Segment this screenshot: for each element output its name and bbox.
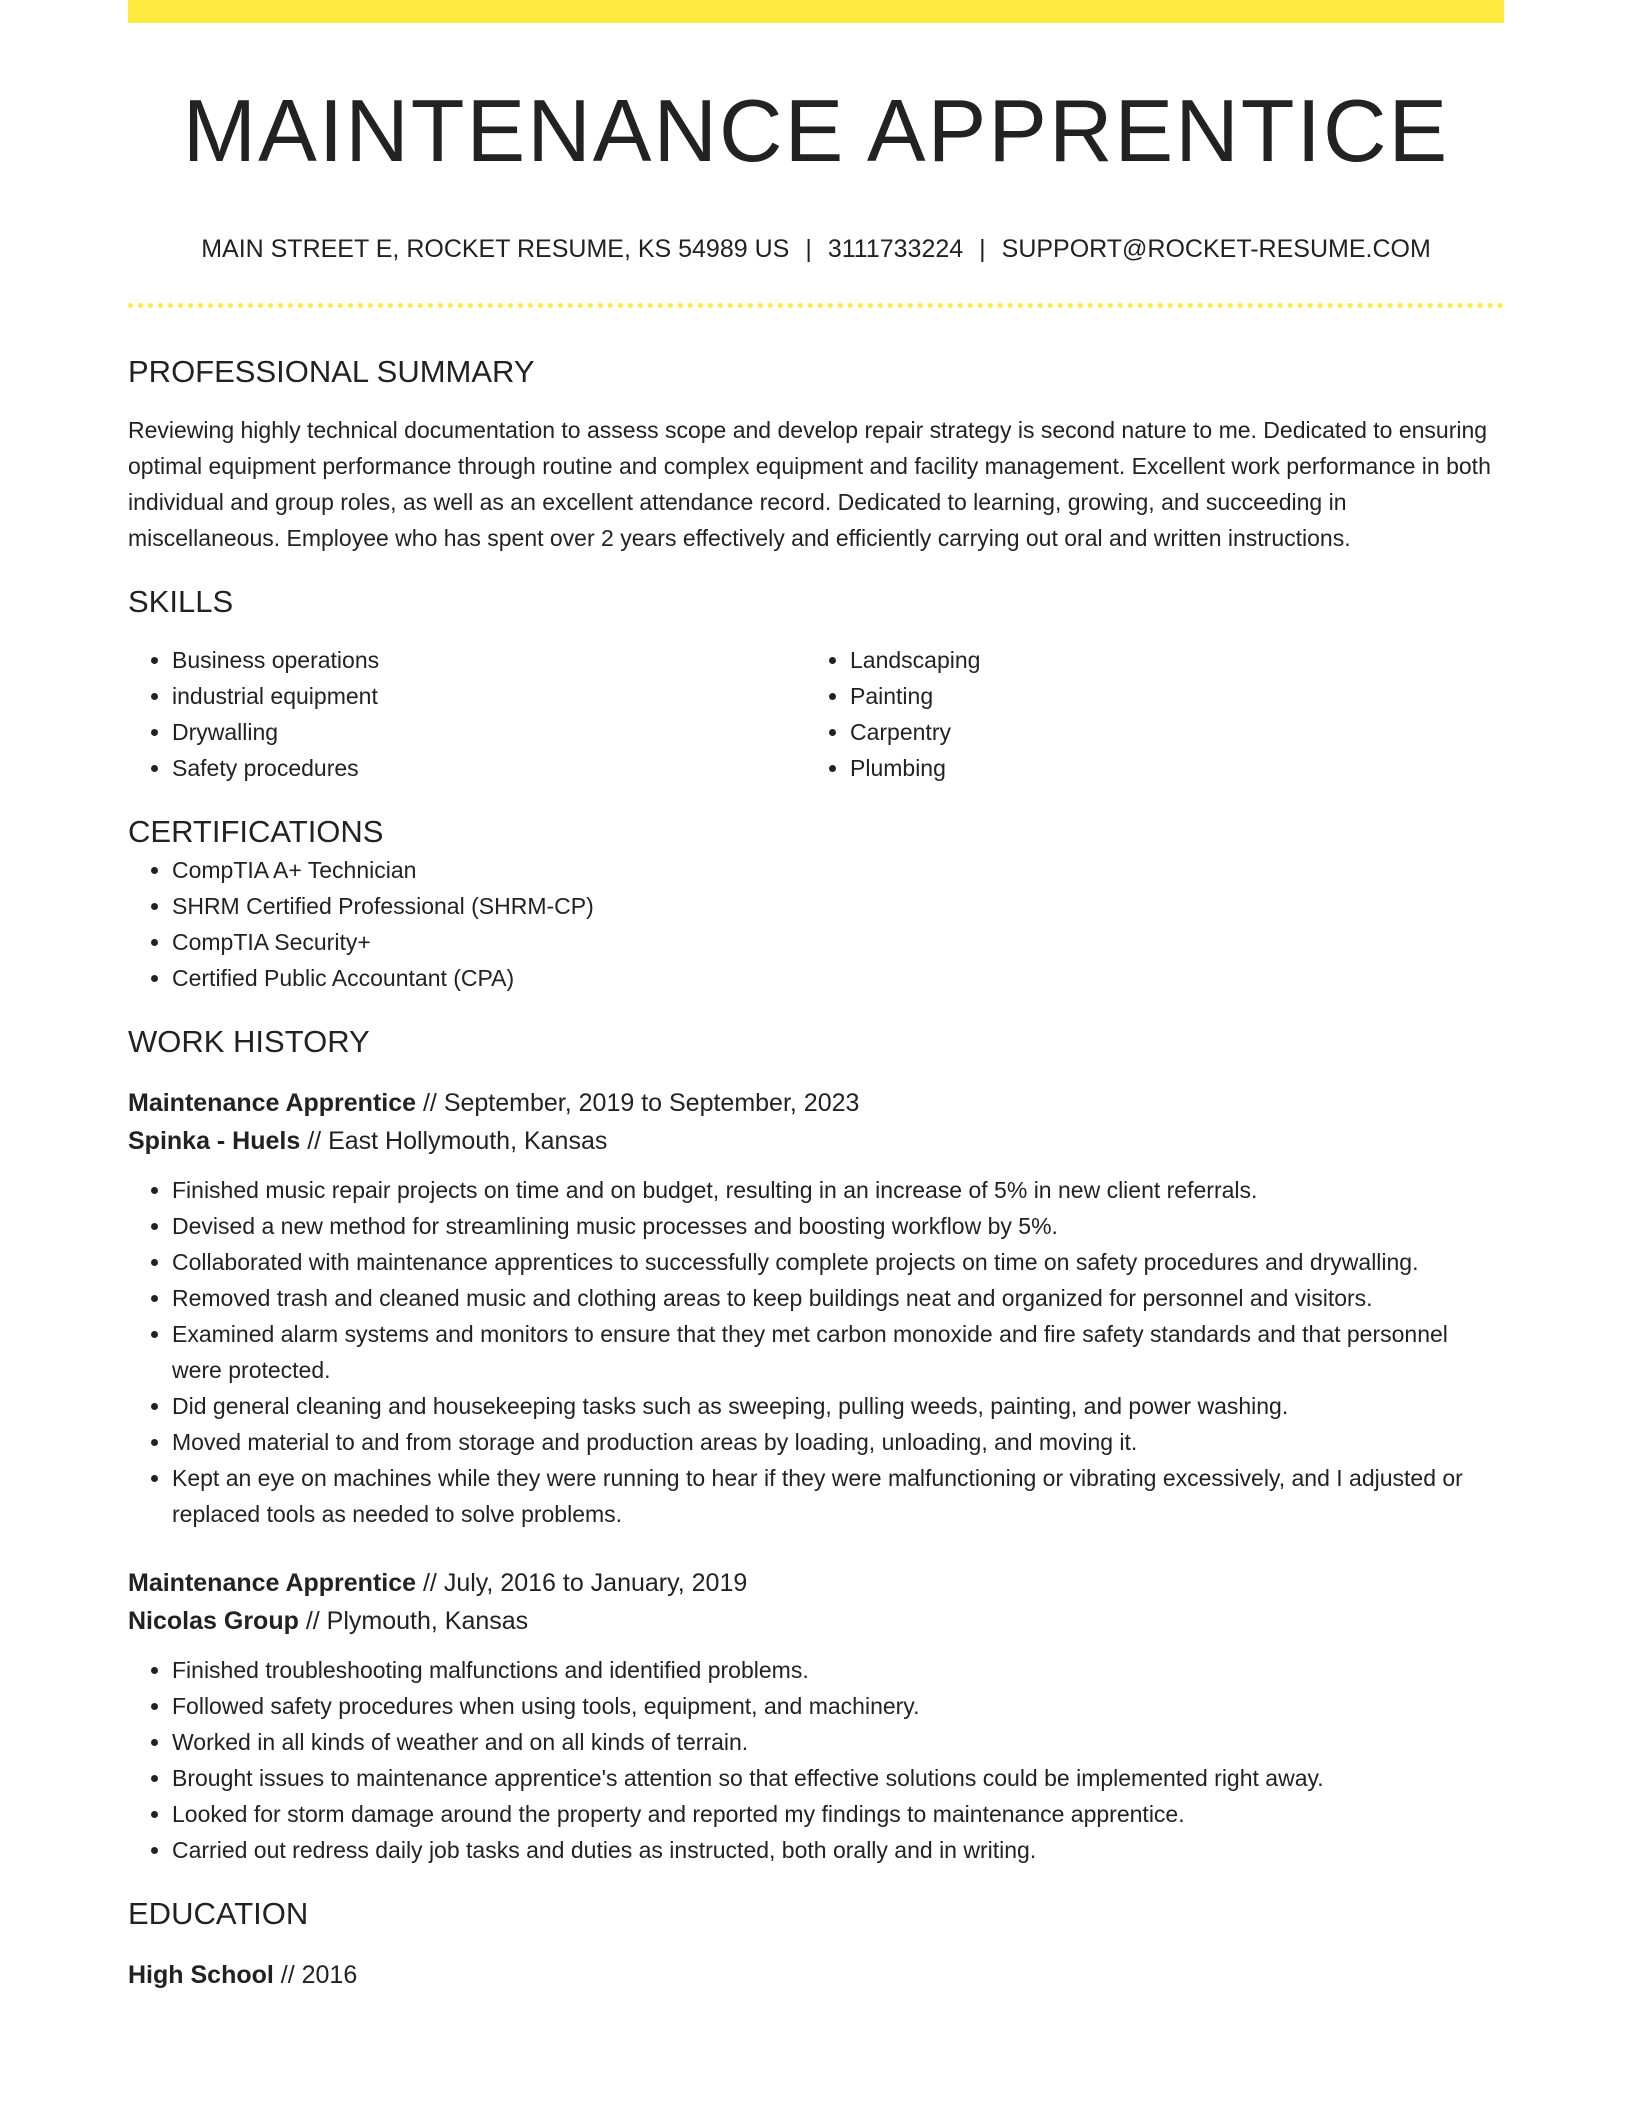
contact-separator: | xyxy=(979,235,986,263)
skills-columns xyxy=(128,642,1504,786)
work-history-heading: WORK HISTORY xyxy=(128,1024,370,1059)
job-bullet: • Did general cleaning and housekeeping tasks such as sweeping, pulling weeds, painting, and power washing. xyxy=(172,1388,1504,1424)
job-bullet: • Followed safety procedures when using tools, equipment, and machinery. xyxy=(172,1688,1504,1724)
job-bullet: • Collaborated with maintenance apprentices to successfully complete projects on time on safety procedures and drywalling. xyxy=(172,1244,1504,1280)
job-bullet: • Brought issues to maintenance apprentice's attention so that effective solutions could be implemented right away. xyxy=(172,1760,1504,1796)
skill-item: • Safety procedures xyxy=(172,750,806,786)
job-bullet: • Carried out redress daily job tasks and duties as instructed, both orally and in writing. xyxy=(172,1832,1504,1868)
summary-section xyxy=(128,352,1504,556)
work-history-section xyxy=(128,1022,1504,1868)
contact-address: MAIN STREET E, ROCKET RESUME, KS 54989 US xyxy=(201,235,790,263)
job-bullet: • Examined alarm systems and monitors to ensure that they met carbon monoxide and fire safety standards and that personnel were protected. xyxy=(172,1316,1504,1388)
skill-item: • Painting xyxy=(850,678,1484,714)
certification-item: • SHRM Certified Professional (SHRM-CP) xyxy=(172,888,1504,924)
job-entry xyxy=(128,1084,1504,1532)
job-title-line xyxy=(128,1084,1504,1122)
skills-heading: SKILLS xyxy=(128,584,234,619)
skills-section xyxy=(128,582,1504,786)
job-title-line xyxy=(128,1564,1504,1602)
job-bullet: • Finished troubleshooting malfunctions and identified problems. xyxy=(172,1652,1504,1688)
skills-right-column xyxy=(806,642,1484,786)
skills-left-column xyxy=(128,642,806,786)
skill-item: • industrial equipment xyxy=(172,678,806,714)
education-section xyxy=(128,1894,1504,1994)
certification-item: • CompTIA A+ Technician xyxy=(172,852,1504,888)
job-bullet: • Finished music repair projects on time and on budget, resulting in an increase of 5% in new client referrals. xyxy=(172,1172,1504,1208)
job-company-line xyxy=(128,1602,1504,1640)
job-company: Spinka - Huels xyxy=(128,1127,301,1155)
skill-item: • Landscaping xyxy=(850,642,1484,678)
contact-separator: | xyxy=(805,235,812,263)
accent-top-bar xyxy=(128,0,1504,23)
education-year: 2016 xyxy=(301,1961,358,1989)
certifications-section xyxy=(128,812,1504,996)
candidate-name: MAINTENANCE APPRENTICE xyxy=(182,81,1450,180)
skill-item: • Business operations xyxy=(172,642,806,678)
job-bullet: • Devised a new method for streamlining music processes and boosting workflow by 5%. xyxy=(172,1208,1504,1244)
dotted-divider xyxy=(128,303,1504,308)
job-bullet: • Worked in all kinds of weather and on all kinds of terrain. xyxy=(172,1724,1504,1760)
skill-item: • Drywalling xyxy=(172,714,806,750)
job-bullet: • Moved material to and from storage and production areas by loading, unloading, and moving it. xyxy=(172,1424,1504,1460)
divider: // xyxy=(416,1569,444,1597)
summary-text: Reviewing highly technical documentation to assess scope and develop repair strategy is second nature to me. Dedicated to ensuring optimal equipment performance through routine and complex equipment and facility management. Excellent work performance in both individual and group roles, as well as an excellent attendance record. Dedicated to learning, growing, and succeeding in miscellaneous. Employee who has spent over 2 years effectively and efficiently carrying out oral and written instructions. xyxy=(128,417,1491,551)
contact-email[interactable]: SUPPORT@ROCKET-RESUME.COM xyxy=(1001,235,1431,263)
certifications-heading: CERTIFICATIONS xyxy=(128,814,384,849)
contact-line xyxy=(128,233,1504,265)
job-company: Nicolas Group xyxy=(128,1607,299,1635)
divider: // xyxy=(300,1127,329,1155)
job-bullet: • Looked for storm damage around the property and reported my findings to maintenance apprentice. xyxy=(172,1796,1504,1832)
certification-item: • Certified Public Accountant (CPA) xyxy=(172,960,1504,996)
job-bullet: • Kept an eye on machines while they were running to hear if they were malfunctioning or vibrating excessively, and I adjusted or replaced tools as needed to solve problems. xyxy=(172,1460,1504,1532)
divider: // xyxy=(298,1607,327,1635)
certification-item: • CompTIA Security+ xyxy=(172,924,1504,960)
divider: // xyxy=(273,1961,302,1989)
job-dates: July, 2016 to January, 2019 xyxy=(443,1569,748,1597)
job-title: Maintenance Apprentice xyxy=(128,1089,417,1117)
skill-item: • Plumbing xyxy=(850,750,1484,786)
contact-phone: 3111733224 xyxy=(827,235,964,263)
summary-heading: PROFESSIONAL SUMMARY xyxy=(128,354,535,389)
job-location: East Hollymouth, Kansas xyxy=(328,1127,608,1155)
job-title: Maintenance Apprentice xyxy=(128,1569,417,1597)
resume-page xyxy=(128,0,1504,1994)
education-heading: EDUCATION xyxy=(128,1896,309,1931)
job-entry xyxy=(128,1564,1504,1868)
skill-item: • Carpentry xyxy=(850,714,1484,750)
job-location: Plymouth, Kansas xyxy=(326,1607,529,1635)
job-dates: September, 2019 to September, 2023 xyxy=(443,1089,860,1117)
job-bullet: • Removed trash and cleaned music and clothing areas to keep buildings neat and organized for personnel and visitors. xyxy=(172,1280,1504,1316)
job-company-line xyxy=(128,1122,1504,1160)
divider: // xyxy=(416,1089,444,1117)
education-entry xyxy=(128,1956,1504,1994)
education-school: High School xyxy=(128,1961,274,1989)
